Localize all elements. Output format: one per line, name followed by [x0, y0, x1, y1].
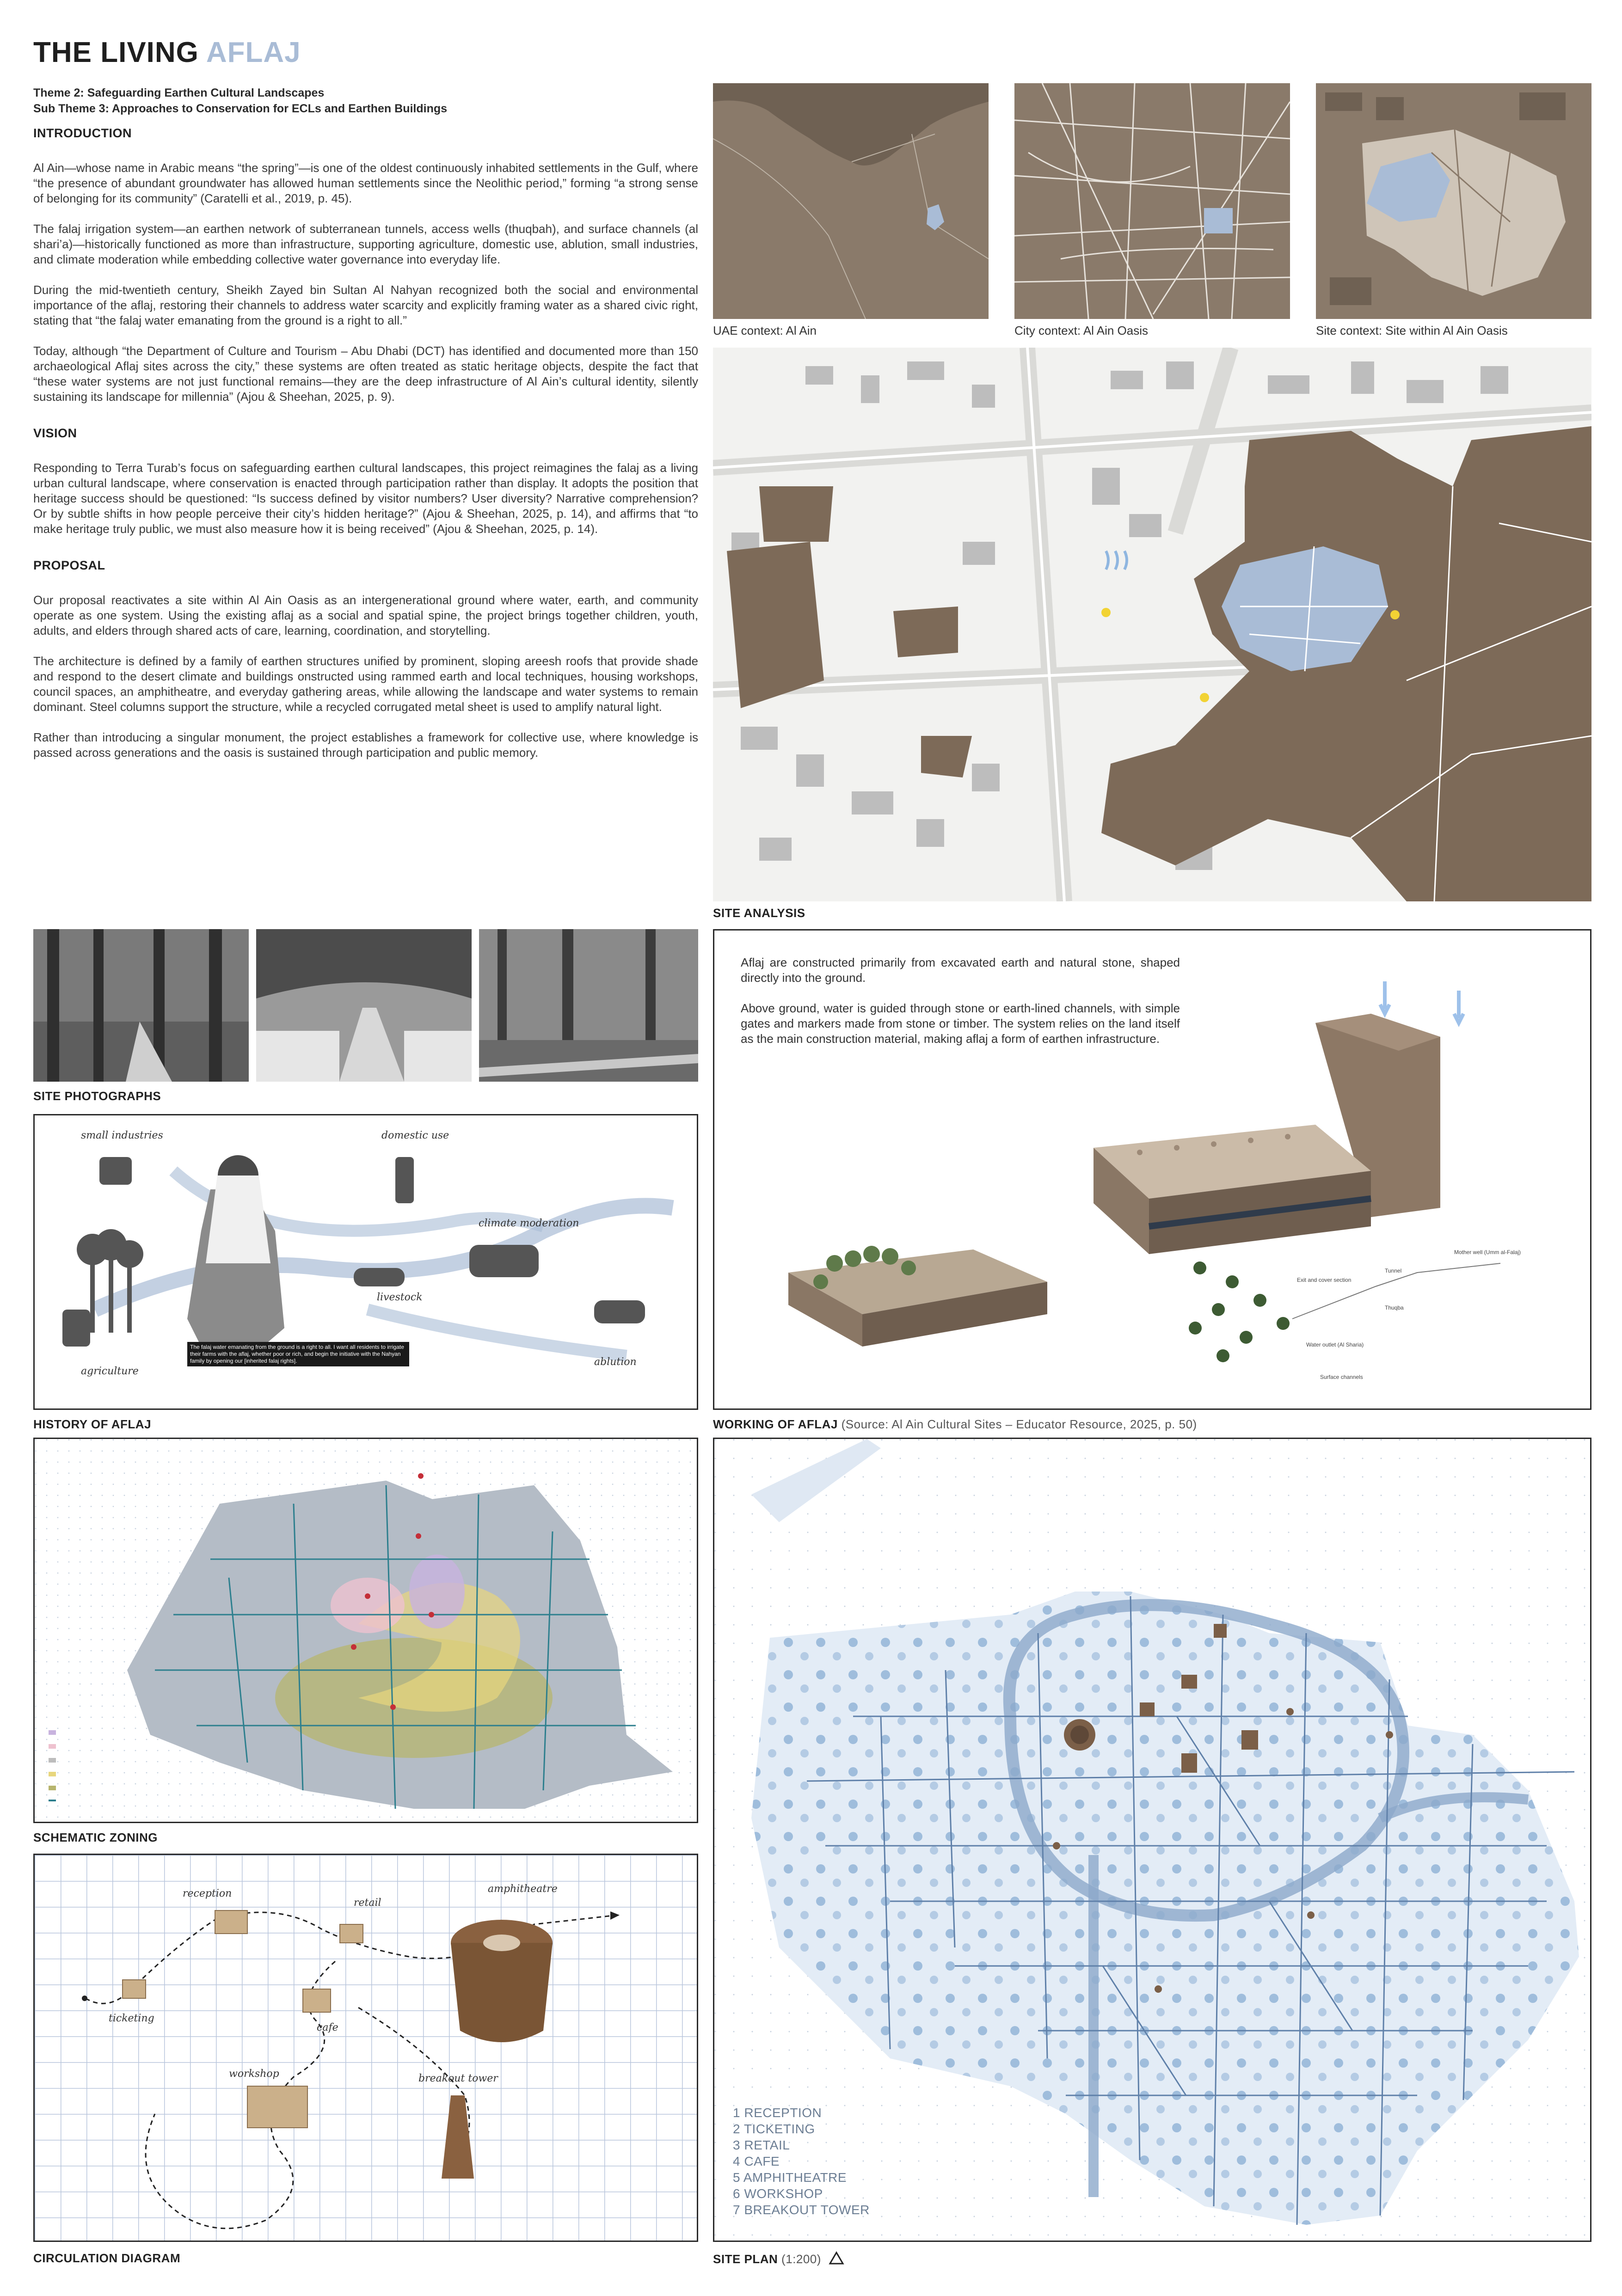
text-column — [33, 126, 698, 776]
site-plan-label-text: SITE PLAN — [713, 2252, 778, 2266]
working-paragraph: Aflaj are constructed primarily from excavated earth and natural stone, shaped directly into the ground. — [741, 955, 1180, 985]
circulation-annotation: reception — [183, 1888, 232, 1899]
working-label-text: WORKING OF AFLAJ — [713, 1417, 838, 1431]
site-analysis-label: SITE ANALYSIS — [713, 906, 805, 920]
site-photographs-label: SITE PHOTOGRAPHS — [33, 1089, 161, 1103]
history-annotation: climate moderation — [479, 1218, 579, 1229]
page-title — [33, 36, 301, 69]
site-photo-1 — [33, 929, 249, 1082]
site-context-caption: Site context: Site within Al Ain Oasis — [1316, 324, 1508, 337]
site-plan-panel — [713, 1438, 1591, 2242]
circulation-annotation: cafe — [317, 2022, 338, 2033]
uae-context-map — [713, 83, 989, 319]
working-label — [713, 1417, 1197, 1432]
zoning-panel — [33, 1438, 698, 1823]
history-annotation: livestock — [377, 1292, 423, 1303]
intro-paragraph: The falaj irrigation system—an earthen network of subterranean tunnels, access wells (thuqbah), and surface channels (al shari’a)—historically functioned as more than infrastructure, supporting agriculture, domestic use, ablution, small industries, and climate moderation while embedding collective water governance into everyday life. — [33, 222, 698, 266]
history-label: HISTORY OF AFLAJ — [33, 1417, 152, 1431]
working-diagram-label: Mother well (Umm al-Falaj) — [1454, 1249, 1521, 1255]
history-annotation: small industries — [81, 1130, 163, 1141]
working-diagram-label: Tunnel — [1385, 1267, 1402, 1274]
circulation-annotation: amphitheatre — [488, 1883, 558, 1895]
intro-heading: INTRODUCTION — [33, 126, 132, 140]
circulation-label: CIRCULATION DIAGRAM — [33, 2251, 181, 2265]
site-plan-label — [713, 2251, 844, 2266]
site-analysis-map — [713, 348, 1591, 901]
circulation-panel — [33, 1854, 698, 2242]
circulation-annotation: workshop — [229, 2068, 279, 2080]
proposal-heading: PROPOSAL — [33, 558, 105, 572]
working-paragraph: Above ground, water is guided through stone or earth-lined channels, with simple gates and markers made from stone or timber. The system relies on the land itself as the main construction material, making aflaj a form of earthen infrastructure. — [741, 1001, 1180, 1046]
theme-block — [33, 85, 447, 116]
legend-item: 7 BREAKOUT TOWER — [733, 2203, 870, 2217]
circulation-annotation: ticketing — [109, 2013, 154, 2024]
legend-item: 3 RETAIL — [733, 2138, 790, 2152]
history-panel — [33, 1114, 698, 1410]
site-context-map — [1316, 83, 1591, 319]
proposal-paragraph: The architecture is defined by a family of earthen structures unified by prominent, sloping areesh roofs that provide shade and respond to the desert climate and buildings onstructed using rammed earth and local techniques, housing workshops, council spaces, an amphitheatre, and everyday gathering areas, while allowing the landscape and water systems to remain dominant. Steel columns support the structure, while a recycled corrugated metal sheet is used to amplify natural light. — [33, 654, 698, 714]
legend-item: 6 WORKSHOP — [733, 2186, 823, 2201]
working-diagram-label: Surface channels — [1320, 1374, 1363, 1380]
intro-paragraph: During the mid-twentieth century, Sheikh Zayed bin Sultan Al Nahyan recognized both the social and environmental importance of the aflaj, restoring their channels to address water scarcity and explicitly framing water as a shared civic right, stating that “the falaj water emanating from the ground is a right to all.” — [33, 283, 698, 327]
legend-item: 1 RECEPTION — [733, 2106, 822, 2120]
site-plan-scale: (1:200) — [781, 2252, 821, 2266]
site-plan-legend — [733, 2105, 870, 2218]
history-quote: The falaj water emanating from the ground is a right to all. I want all residents to irrigate their farms with the aflaj, whether poor or rich, and begin the initiative with the Nahyan family by opening our [inherited falaj rights]. — [187, 1342, 409, 1366]
circulation-annotation: breakout tower — [418, 2073, 498, 2084]
city-context-caption: City context: Al Ain Oasis — [1014, 324, 1149, 337]
proposal-paragraph: Rather than introducing a singular monument, the project establishes a framework for collective use, where knowledge is passed across generations and the oasis is sustained through participation and public memory. — [33, 730, 698, 759]
proposal-paragraph: Our proposal reactivates a site within Al Ain Oasis as an intergenerational ground where water, earth, and community operate as one system. Using the existing aflaj as a social and spatial spine, the project brings together children, youth, adults, and elders through shared acts of care, learning, coordination, and storytelling. — [33, 593, 698, 637]
working-source: (Source: Al Ain Cultural Sites – Educator Resource, 2025, p. 50) — [841, 1417, 1197, 1431]
working-diagram-label: Water outlet (Al Sharia) — [1306, 1341, 1364, 1348]
north-arrow-icon — [829, 2251, 844, 2265]
working-diagram-label: Thuqba — [1385, 1304, 1404, 1311]
vision-heading: VISION — [33, 426, 77, 440]
history-annotation: agriculture — [81, 1365, 139, 1377]
subtheme-line: Sub Theme 3: Approaches to Conservation for ECLs and Earthen Buildings — [33, 102, 448, 115]
legend-item: 4 CAFE — [733, 2154, 780, 2168]
legend-item: 5 AMPHITHEATRE — [733, 2170, 847, 2185]
intro-paragraph: Al Ain—whose name in Arabic means “the spring”—is one of the oldest continuously inhabited settlements in the Gulf, where “the presence of abundant groundwater has allowed human settlements since the Neolithic period,” forming “a strong sense of belonging for its community” (Caratelli et al., 2019, p. 45). — [33, 161, 698, 205]
site-photo-3 — [479, 929, 698, 1082]
circulation-annotation: retail — [354, 1897, 381, 1909]
uae-context-caption: UAE context: Al Ain — [713, 324, 817, 337]
zoning-label: SCHEMATIC ZONING — [33, 1831, 158, 1844]
working-text — [741, 955, 1180, 1062]
history-annotation: ablution — [594, 1356, 637, 1368]
legend-item: 2 TICKETING — [733, 2122, 815, 2136]
title-main: THE LIVING — [33, 37, 199, 68]
city-context-map — [1014, 83, 1290, 319]
site-photo-2 — [256, 929, 472, 1082]
vision-paragraph: Responding to Terra Turab’s focus on safeguarding earthen cultural landscapes, this project reimagines the falaj as a living urban cultural landscape, where conservation is enacted through participation rather than display. It adopts the position that heritage success should be questioned: “Is success defined by visitor numbers? User diversity? Narrative comprehension? Or by subtle shifts in how people perceive their city’s hidden heritage?” (Ajou & Sheehan, 2025, p. 14), and affirms that “to make heritage truly public, we must also measure how it is being received” (Ajou & Sheehan, 2025, p. 14). — [33, 461, 698, 536]
history-annotation: domestic use — [381, 1130, 449, 1141]
theme-line: Theme 2: Safeguarding Earthen Cultural Landscapes — [33, 86, 325, 99]
title-accent: AFLAJ — [206, 37, 301, 68]
intro-paragraph: Today, although “the Department of Culture and Tourism – Abu Dhabi (DCT) has identified and documented more than 150 archaeological Aflaj sites across the city,” these systems are often treated as static heritage objects, despite the fact that “these water systems are not just functional remains—they are the deep infrastructure of Al Ain’s cultural identity, silently sustaining its landscape for millennia” (Ajou & Sheehan, 2025, p. 9). — [33, 344, 698, 404]
working-diagram-label: Exit and cover section — [1297, 1277, 1352, 1283]
